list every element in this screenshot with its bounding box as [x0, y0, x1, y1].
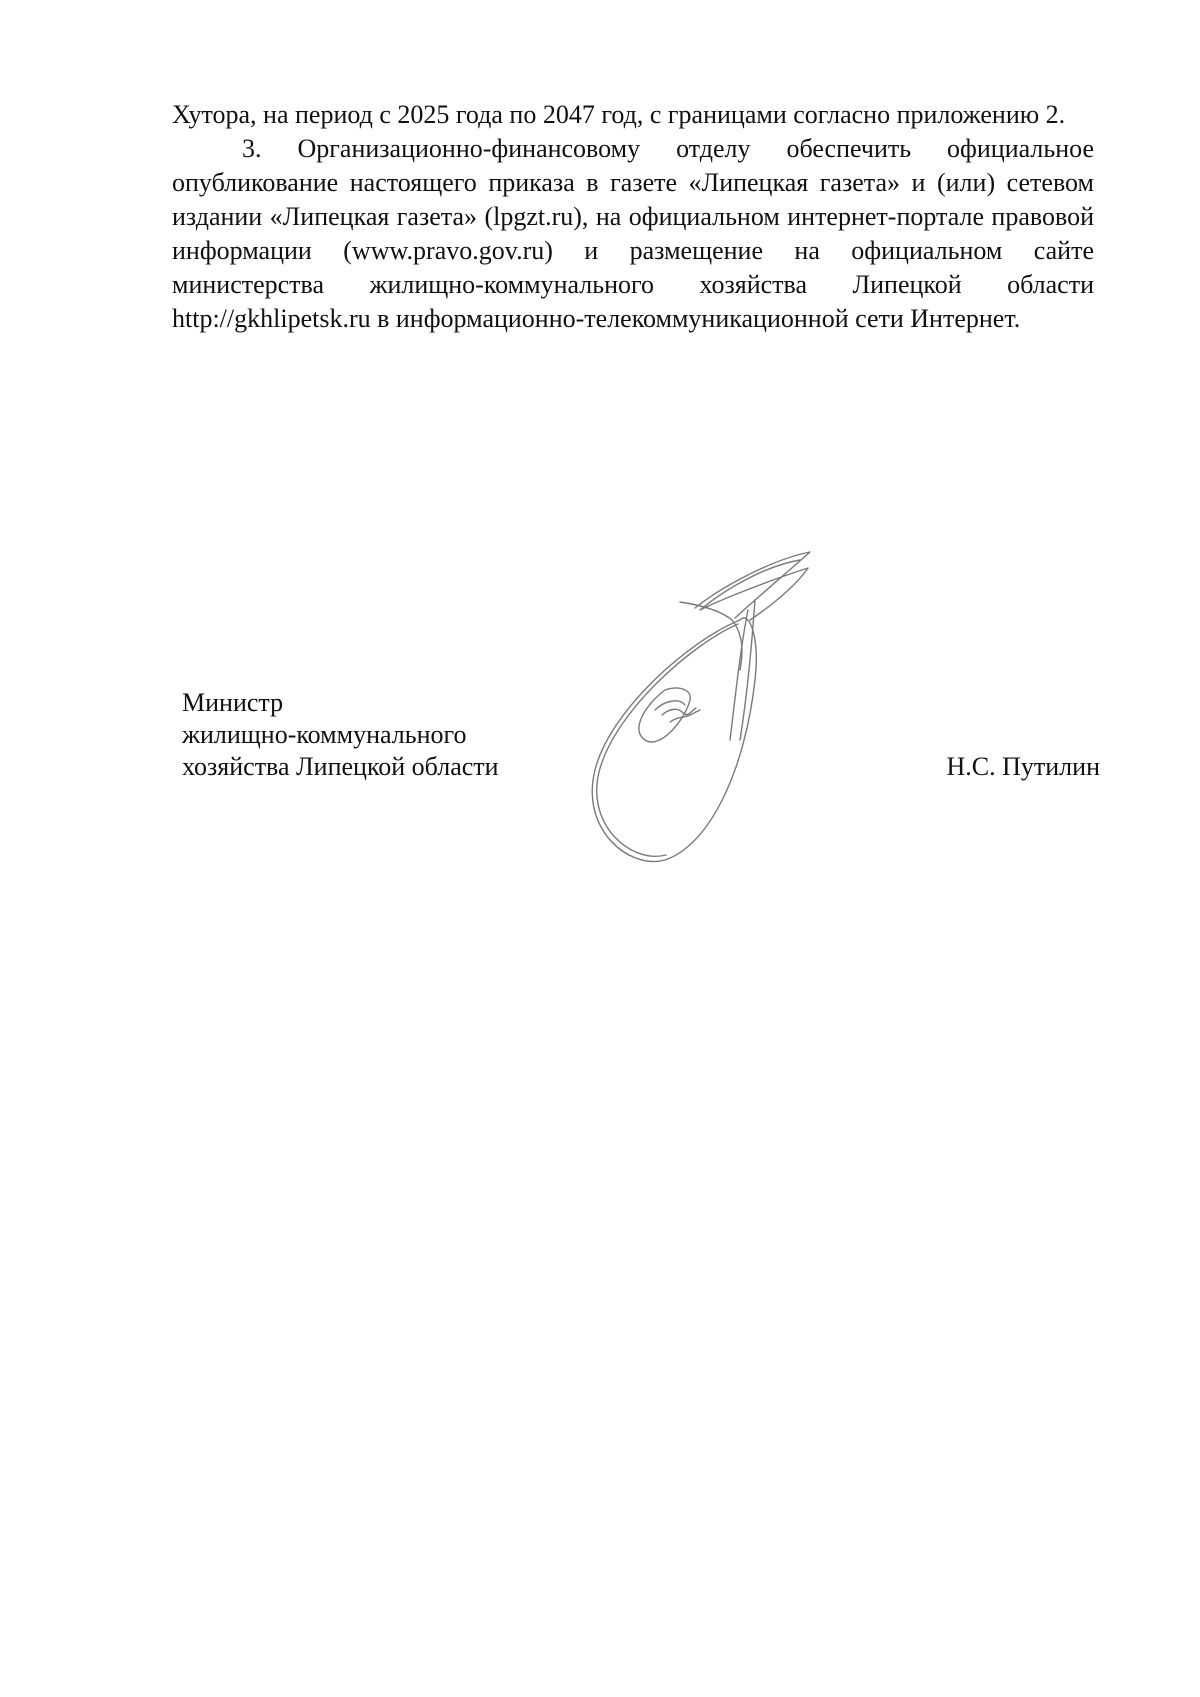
- paragraph-continuation: Хутора, на период с 2025 года по 2047 год, с границами согласно приложению 2.: [172, 100, 1066, 129]
- signatory-position: [182, 687, 499, 783]
- position-line-2: жилищно-коммунального: [182, 720, 467, 749]
- position-line-3: хозяйства Липецкой области: [182, 752, 499, 781]
- paragraph-item-3: 3. Организационно-финансовому отделу обеспечить официальное опубликование настоящего приказа в газете «Липецкая газета» и (или) сетевом издании «Липецкая газета» (lpgzt.ru), на официальном интернет-портале правовой информации (www.pravo.gov.ru) и размещение на официальном сайте министерства жилищно-коммунального хозяйства Липецкой области http://gkhlipetsk.ru в информационно-телекоммуникационной сети Интернет.: [172, 134, 1094, 333]
- document-body: [172, 98, 1094, 336]
- handwritten-signature: [570, 540, 910, 890]
- signer-name: Н.С. Путилин: [946, 752, 1100, 781]
- position-line-1: Министр: [182, 688, 284, 717]
